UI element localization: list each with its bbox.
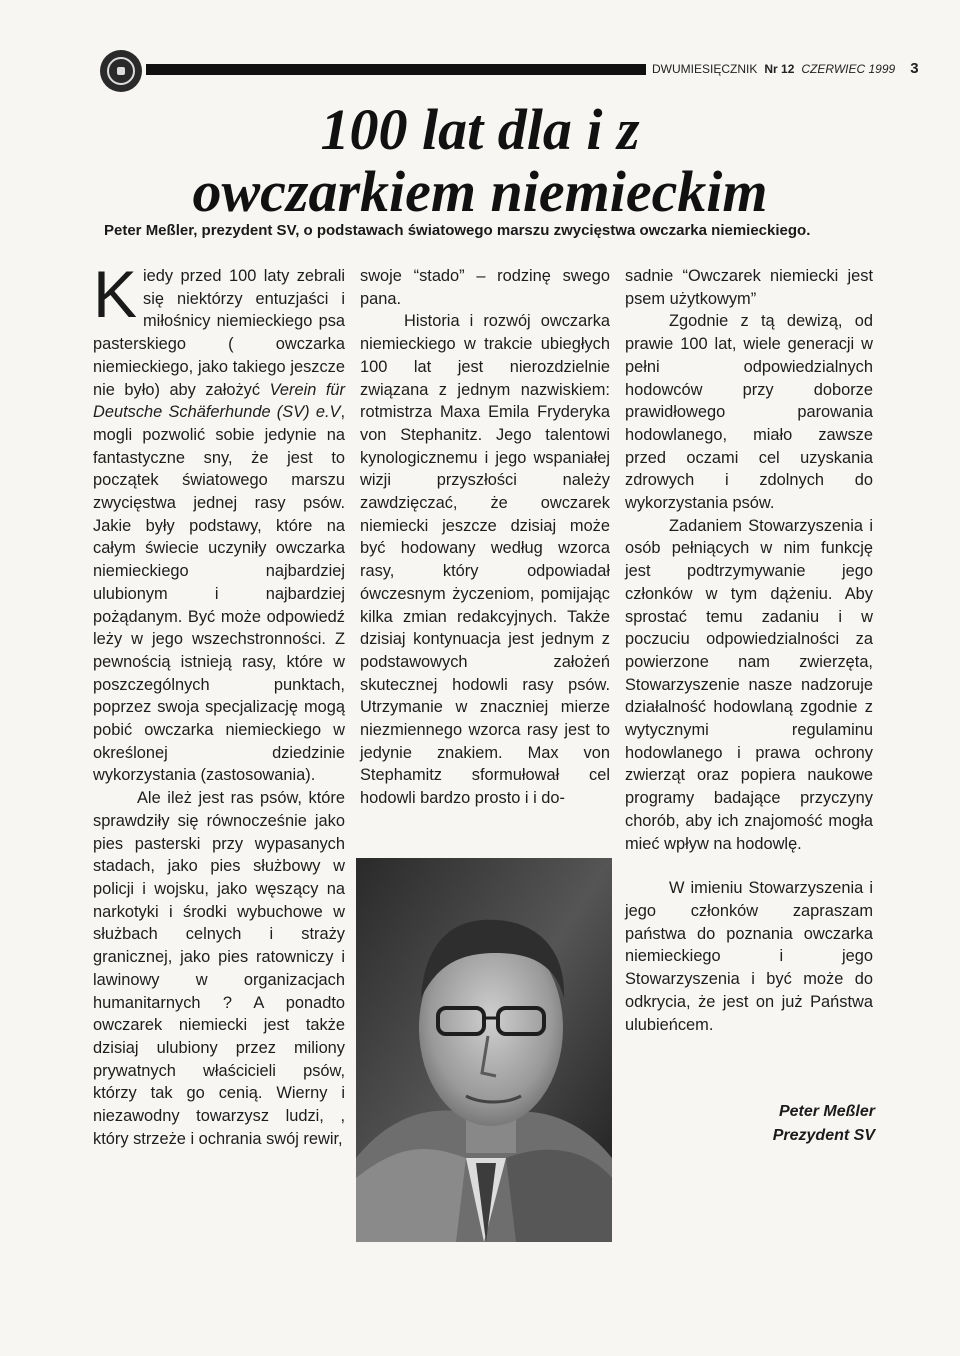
signature-role: Prezydent SV <box>772 1127 875 1144</box>
header-rule <box>146 64 646 75</box>
drop-cap: K <box>93 257 138 331</box>
issue-date: CZERWIEC 1999 <box>801 62 896 76</box>
paragraph <box>93 257 345 787</box>
article-title-line1: 100 lat dla i z <box>320 97 640 162</box>
paragraph-text: , mogli pozwolić sobie jedynie na fantastyczne sny, że jest to początek światowego marszu zwycięstwa jednej rasy psów. Jakie były podstawy, które na całym świecie uczyniły owczarka niemieckiego najbardziej ulubionym i najbardziej pożądanym. Być może odpowiedź leży w jego wszechstronności. Z pewnością istnieją rasy, które w poszczególnych punktach, poprzez swoja specjalizację mogą pobić owczarka niemieckiego w określonej dziedzinie wykorzystania (zastosowania). <box>93 403 345 785</box>
paragraph: W imieniu Stowarzyszenia i jego członków zapraszam państwa do poznania owczarka niemieckiego i jego Stowarzyszenia i być może do odkrycia, że jest on już Państwa ulubieńcem. <box>625 879 873 1034</box>
page-number: 3 <box>910 60 919 77</box>
paragraph: sadnie “Owczarek niemiecki jest psem użytkowym” <box>625 267 873 308</box>
club-emblem-icon <box>100 50 142 92</box>
paragraph: Zgodnie z tą dewizą, od prawie 100 lat, wiele generacji w pełni odpowiedzialnych hodowców przy doborze prawidłowego parowania hodowlanego, miało zawsze przed oczami cel uzyskania zdrowych i zdolnych do wykorzystania psów. <box>625 312 873 513</box>
paragraph: Zadaniem Stowarzyszenia i osób pełniących w nim funkcję jest podtrzymywanie jego członków w tym dążeniu. Aby sprostać temu zadaniu i w poczuciu odpowiedzialności za powierzone nam zwierzęta, Stowarzyszenie nasze nadzoruje działalność hodowlaną zgodnie z wytycznymi regulaminu hodowlanego i prawa ochrony zwierząt oraz popiera naukowe programy badające przyczyny chorób, aby ich znajomość mogła mieć wpływ na hodowlę. <box>625 516 873 853</box>
column-2 <box>360 265 610 810</box>
column-1 <box>93 257 345 1150</box>
page-header <box>652 60 919 80</box>
paragraph: Ale ileż jest ras psów, które sprawdziły się równocześnie jako pies pasterski przy wypasanych stadach, jako pies służbowy w policji i wojsku, jako węszący na narkotyki i środki wybuchowe w służbach celnych i straży granicznej, jako pies ratowniczy i lawinowy w organizacjach humanitarnych ? A ponadto owczarek niemiecki jest także dzisiaj ulubiony przez miliony prywatnych właścicieli psów, którzy tak go cenią. Wierny i niezawodny towarzysz ludzi, , który strzeże i ochrania swój rewir, <box>93 789 345 1148</box>
article-title-line2: owczarkiem niemieckim <box>192 159 768 224</box>
paragraph: Historia i rozwój owczarka niemieckiego w trakcie ubiegłych 100 lat jest nierozdzielnie związana z jednym nazwiskiem: rotmistrza Maxa Emila Fryderyka von Stephanitz. Jego talentowi kynologicznemu i jego wspaniałej wizji przyszłości należy zawdzięczać, że owczarek niemiecki jeszcze dzisiaj może być hodowany według wzorca rasy, który odpowiadał ówczesnym życzeniom, pomijając kilka zmian redakcyjnych. Także dzisiaj kontynuacja jest jednym z podstawowych założeń skutecznej hodowli rasy psów. Utrzymanie w znaczniej mierze niezmiennego wzorca rasy jest to jedynie znakiem. Max von Stephamitz sformułował cel hodowli bardzo prosto i i do- <box>360 312 610 808</box>
paragraph: swoje “stado” – rodzinę swego pana. <box>360 267 610 308</box>
association-name: Verein für Deutsche Schäferhunde (SV) e.V <box>93 380 345 422</box>
article-subtitle: Peter Meßler, prezydent SV, o podstawach światowego marszu zwycięstwa owczarka niemieckiego. <box>104 222 811 239</box>
issue-number: Nr 12 <box>764 62 795 76</box>
column-3 <box>625 265 873 1036</box>
paragraph-text: iedy przed 100 laty zebrali się niektórzy entuzjaści i miłośnicy niemieckiego psa pasterskiego ( owczarka niemieckiego, jako takiego jeszcze nie było) aby założyć <box>93 267 345 399</box>
publication-name: DWUMIESIĘCZNIK <box>652 62 758 76</box>
signature-name: Peter Meßler <box>778 1103 875 1120</box>
portrait-photo <box>356 858 612 1242</box>
signature <box>700 1100 875 1148</box>
